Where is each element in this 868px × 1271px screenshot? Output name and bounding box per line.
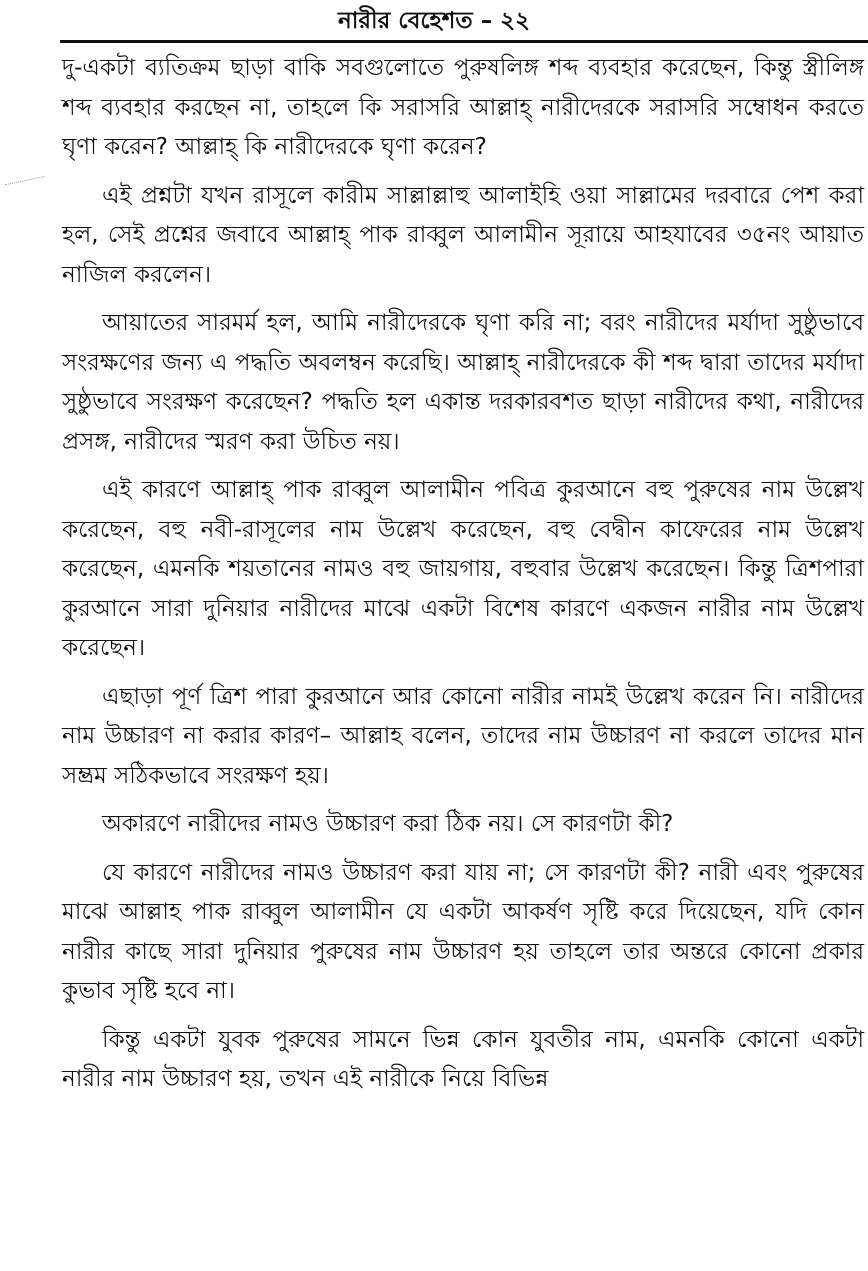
body-text	[62, 49, 864, 1109]
paragraph-4: এই কারণে আল্লাহ্ পাক রাব্বুল আলামীন পবিত্র কুরআনে বহু পুরুষের নাম উল্লেখ করেছেন, বহু নবী-রাসূলের নাম উল্লেখ করেছেন, বহু বেদ্বীন কাফেরের নাম উল্লেখ করেছেন, এমনকি শয়তানের নামও বহু জায়গায়, বহুবার উল্লেখ করেছেন। কিন্তু ত্রিশপারা কুরআনে সারা দুনিয়ার নারীদের মাঝে একটা বিশেষ কারণে একজন নারীর নাম উল্লেখ করেছেন।	[62, 477, 864, 661]
paragraph-5: এছাড়া পূর্ণ ত্রিশ পারা কুরআনে আর কোনো নারীর নামই উল্লেখ করেন নি। নারীদের নাম উচ্চারণ না করার কারণ– আল্লাহ বলেন, তাদের নাম উচ্চারণ না করলে তাদের মান সম্ভ্রম সঠিকভাবে সংরক্ষণ হয়।	[62, 683, 864, 789]
paragraph-8: কিন্তু একটা যুবক পুরুষের সামনে ভিন্ন কোন যুবতীর নাম, এমনকি কোনো একটা নারীর নাম উচ্চারণ হয়, তখন এই নারীকে নিয়ে বিভিন্ন	[62, 1026, 864, 1092]
scan-speck	[5, 176, 47, 197]
paragraph-3: আয়াতের সারমর্ম হল, আমি নারীদেরকে ঘৃণা করি না; বরং নারীদের মর্যাদা সুষ্ঠুভাবে সংরক্ষণের জন্য এ পদ্ধতি অবলম্বন করেছি। আল্লাহ্ নারীদেরকে কী শব্দ দ্বারা তাদের মর্যাদা সুষ্ঠুভাবে সংরক্ষণ করেছেন? পদ্ধতি হল একান্ত দরকারবশত ছাড়া নারীদের কথা, নারীদের প্রসঙ্গ, নারীদের স্মরণ করা উচিত নয়।	[62, 310, 864, 455]
paragraph-2: এই প্রশ্নটা যখন রাসূলে কারীম সাল্লাল্লাহু আলাইহি ওয়া সাল্লামের দরবারে পেশ করা হল, সেই প্রশ্নের জবাবে আল্লাহ্ পাক রাব্বুল আলামীন সূরায়ে আহযাবের ৩৫নং আয়াত নাজিল করলেন।	[62, 182, 864, 288]
paragraph-7: যে কারণে নারীদের নামও উচ্চারণ করা যায় না; সে কারণটা কী? নারী এবং পুরুষের মাঝে আল্লাহ পাক রাব্বুল আলামীন যে একটা আকর্ষণ সৃষ্টি করে দিয়েছেন, যদি কোন নারীর কাছে সারা দুনিয়ার পুরুষের নাম উচ্চারণ হয় তাহলে তার অন্তরে কোনো প্রকার কুভাব সৃষ্টি হবে না।	[62, 859, 864, 1004]
paragraph-6: অকারণে নারীদের নামও উচ্চারণ করা ঠিক নয়। সে কারণটা কী?	[102, 811, 674, 837]
header-rule	[60, 40, 868, 43]
page-header: নারীর বেহেশত – ২২	[337, 8, 531, 34]
paragraph-1: দু-একটা ব্যতিক্রম ছাড়া বাকি সবগুলোতে পুরুষলিঙ্গ শব্দ ব্যবহার করেছেন, কিন্তু স্ত্রীলিঙ্গ শব্দ ব্যবহার করছেন না, তাহলে কি সরাসরি আল্লাহ্ নারীদেরকে সরাসরি সম্বোধন করতে ঘৃণা করেন? আল্লাহ্ কি নারীদেরকে ঘৃণা করেন?	[62, 55, 864, 160]
